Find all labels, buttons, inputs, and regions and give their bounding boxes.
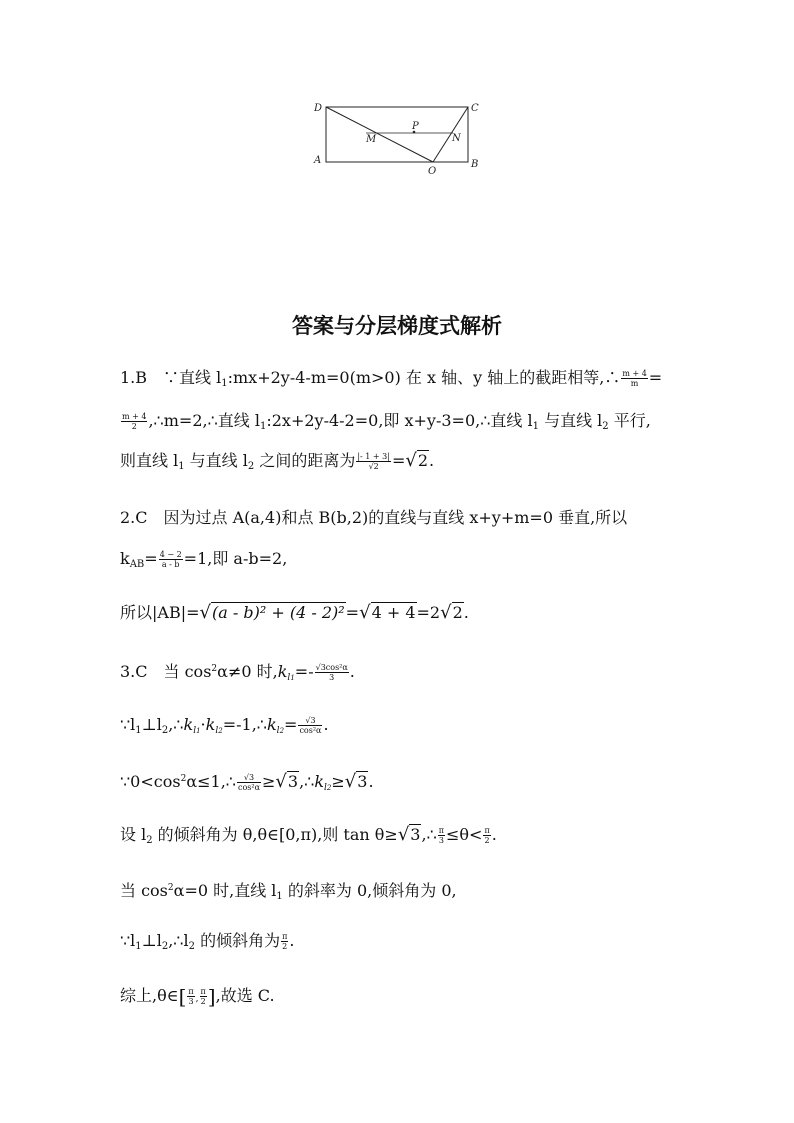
text: , <box>195 994 199 1004</box>
radicand: 4 + 4 <box>371 603 416 622</box>
superscript: 2 <box>167 883 174 893</box>
q2-line-2 <box>120 548 690 576</box>
sqrt-sign: √ <box>405 450 417 471</box>
numerator: π <box>188 987 194 996</box>
subscript: 2 <box>188 941 195 952</box>
section-title: 答案与分层梯度式解析 <box>292 314 502 338</box>
numerator: √3 <box>298 716 322 726</box>
text: 与直线 l <box>538 411 603 430</box>
text: ,∴ <box>299 772 315 791</box>
fraction <box>200 987 207 1006</box>
fraction <box>621 369 647 388</box>
numerator: π <box>282 932 288 941</box>
sqrt-sign: √ <box>440 602 452 623</box>
slope-symbol: k <box>314 772 325 791</box>
label-O: O <box>428 166 437 177</box>
radicand: 3 <box>287 772 299 791</box>
text: 之间的距离为 <box>254 451 356 470</box>
text: = <box>345 603 360 622</box>
subscript: 2 <box>146 835 153 846</box>
denominator: 3 <box>329 673 335 682</box>
fraction <box>237 773 261 792</box>
subscript: 2 <box>161 941 169 952</box>
subscript: 1 <box>221 378 228 389</box>
text: =-1,∴ <box>222 715 267 734</box>
sqrt-sign: √ <box>199 602 211 623</box>
subscript: 1 <box>276 891 283 902</box>
q3-line-1 <box>120 658 690 689</box>
text: . <box>289 931 295 950</box>
sqrt-sign: √ <box>275 771 287 792</box>
q3-line-2 <box>120 714 690 742</box>
q3-line-5 <box>120 877 690 908</box>
q2-line-1: 2.C 因为过点 A(a,4)和点 B(b,2)的直线与直线 x+y+m=0 垂直,所以 <box>120 508 628 527</box>
q3-line-4 <box>120 824 690 852</box>
fraction <box>483 826 490 845</box>
text: 的倾斜角为 θ,θ∈[0,π),则 tan θ≥ <box>152 825 398 844</box>
denominator: 2 <box>200 997 206 1006</box>
subscript: 1 <box>135 725 142 736</box>
subscript: 1 <box>135 941 142 952</box>
label-M: M <box>366 134 377 145</box>
subscript: 2 <box>247 461 255 472</box>
sqrt-sign: √ <box>359 602 371 623</box>
text: = <box>144 549 158 568</box>
numerator: 4 − 2 <box>159 550 182 559</box>
text: 3.C 当 cos <box>120 662 212 681</box>
numerator: √3 <box>237 773 261 783</box>
fraction <box>356 452 391 471</box>
text: 所以|AB|= <box>120 603 200 622</box>
text: l <box>193 726 197 736</box>
text: k <box>120 549 130 568</box>
text: = <box>284 715 298 734</box>
slope-subscript <box>193 726 200 736</box>
text: · <box>200 715 206 734</box>
radicand: 3 <box>357 772 368 791</box>
subscript: 1 <box>532 421 539 432</box>
text: =1,即 a-b=2, <box>183 549 288 568</box>
text: l <box>287 673 291 683</box>
fraction <box>159 550 183 569</box>
label-A: A <box>314 155 322 166</box>
q1-line-2 <box>120 410 690 438</box>
denominator: √2 <box>368 462 379 471</box>
text: = <box>648 368 663 387</box>
text: ≥ <box>261 772 276 791</box>
slope-symbol: k <box>277 662 288 681</box>
text: 2 <box>326 784 332 792</box>
label-D: D <box>314 103 323 114</box>
denominator: 2 <box>282 942 288 951</box>
text: ≥ <box>331 772 345 791</box>
text: ≤θ< <box>446 825 483 844</box>
label-P: P <box>412 121 419 132</box>
sqrt-sign: √ <box>344 771 357 792</box>
sqrt-sign: √ <box>397 824 410 845</box>
subscript: 1 <box>178 461 185 472</box>
slope-symbol: k <box>266 715 277 734</box>
text: 1 <box>290 674 295 682</box>
fraction <box>315 663 349 682</box>
text: . <box>368 772 374 791</box>
radicand: 2 <box>417 451 429 470</box>
q3-line-6 <box>120 930 690 958</box>
fraction <box>187 987 194 1006</box>
subscript: AB <box>129 559 145 570</box>
numerator: √3cos²α <box>315 663 348 672</box>
slope-subscript <box>277 726 284 736</box>
slope-subscript <box>215 726 222 736</box>
text: 综上,θ∈ <box>120 986 179 1005</box>
geometry-figure <box>300 95 490 185</box>
text: ,∴ <box>168 715 184 734</box>
subscript: 2 <box>602 421 609 432</box>
denominator: cos²α <box>237 783 260 792</box>
denominator: 2 <box>484 836 490 845</box>
text: α=0 时,直线 l <box>173 881 277 900</box>
denominator: a - b <box>161 560 180 569</box>
text: 当 cos <box>120 881 168 900</box>
fraction <box>298 716 322 735</box>
text: . <box>463 603 469 622</box>
slope-symbol: k <box>183 715 194 734</box>
text: . <box>323 715 329 734</box>
text: 的斜率为 0,倾斜角为 0, <box>282 881 457 900</box>
text: ,∴l <box>168 931 189 950</box>
text: 2 <box>279 727 285 735</box>
denominator: 2 <box>131 422 137 431</box>
text: ∵0<cos <box>120 772 181 791</box>
left-bracket: [ <box>178 984 187 1009</box>
text: ,故选 C. <box>215 986 275 1005</box>
slope-symbol: k <box>205 715 216 734</box>
text: = <box>391 451 406 470</box>
right-bracket: ] <box>207 984 216 1009</box>
text: 设 l <box>120 825 147 844</box>
text: α≠0 时, <box>217 662 278 681</box>
denominator: 3 <box>438 836 444 845</box>
text: =2 <box>416 603 441 622</box>
fraction <box>438 826 445 845</box>
subscript: 1 <box>259 421 267 432</box>
text: 2 <box>218 727 223 735</box>
numerator: |- 1 + 3| <box>357 452 390 461</box>
text: l <box>215 726 219 736</box>
numerator: m + 4 <box>622 369 647 378</box>
fraction <box>121 412 147 431</box>
text: 的倾斜角为 <box>194 931 281 950</box>
q3-line-7 <box>120 985 690 1010</box>
text: . <box>429 451 435 470</box>
text: 平行, <box>608 411 651 430</box>
slope-subscript <box>287 673 294 683</box>
numerator: π <box>200 987 206 996</box>
text: l <box>324 783 327 793</box>
denominator: cos²α <box>299 726 322 735</box>
text: ⊥l <box>141 931 162 950</box>
text: . <box>349 662 355 681</box>
q3-line-3 <box>120 768 690 799</box>
text: :2x+2y-4-2=0,即 x+y-3=0,∴直线 l <box>266 411 533 430</box>
q1-line-1 <box>120 367 690 395</box>
text: 1.B ∵直线 l <box>120 368 222 387</box>
denominator: 3 <box>188 997 194 1006</box>
radicand: 3 <box>410 825 421 844</box>
subscript: 2 <box>161 725 169 736</box>
label-C: C <box>471 103 479 114</box>
numerator: π <box>484 826 490 835</box>
denominator: m <box>630 379 639 388</box>
rectangle-diagram <box>300 95 490 185</box>
text: ,∴ <box>421 825 437 844</box>
numerator: π <box>438 826 445 835</box>
label-N: N <box>452 133 461 144</box>
superscript: 2 <box>180 774 187 784</box>
fraction <box>281 932 288 951</box>
text: ,∴m=2,∴直线 l <box>148 411 260 430</box>
radicand: (a - b)² + (4 - 2)² <box>212 603 345 622</box>
text: α≤1,∴ <box>186 772 236 791</box>
text: 1 <box>196 727 201 735</box>
q1-line-3 <box>120 450 690 478</box>
text: ∵l <box>120 931 136 950</box>
label-B: B <box>471 159 479 170</box>
text: 则直线 l <box>120 451 179 470</box>
text: =- <box>294 662 314 681</box>
text: l <box>276 726 280 736</box>
superscript: 2 <box>211 664 218 674</box>
text: 与直线 l <box>184 451 248 470</box>
q2-line-3 <box>120 602 690 624</box>
text: ∵l <box>120 715 136 734</box>
text: . <box>491 825 497 844</box>
text: ⊥l <box>141 715 162 734</box>
numerator: m + 4 <box>122 412 147 421</box>
radicand: 2 <box>452 603 463 622</box>
text: :mx+2y-4-m=0(m>0) 在 x 轴、y 轴上的截距相等,∴ <box>227 368 621 387</box>
